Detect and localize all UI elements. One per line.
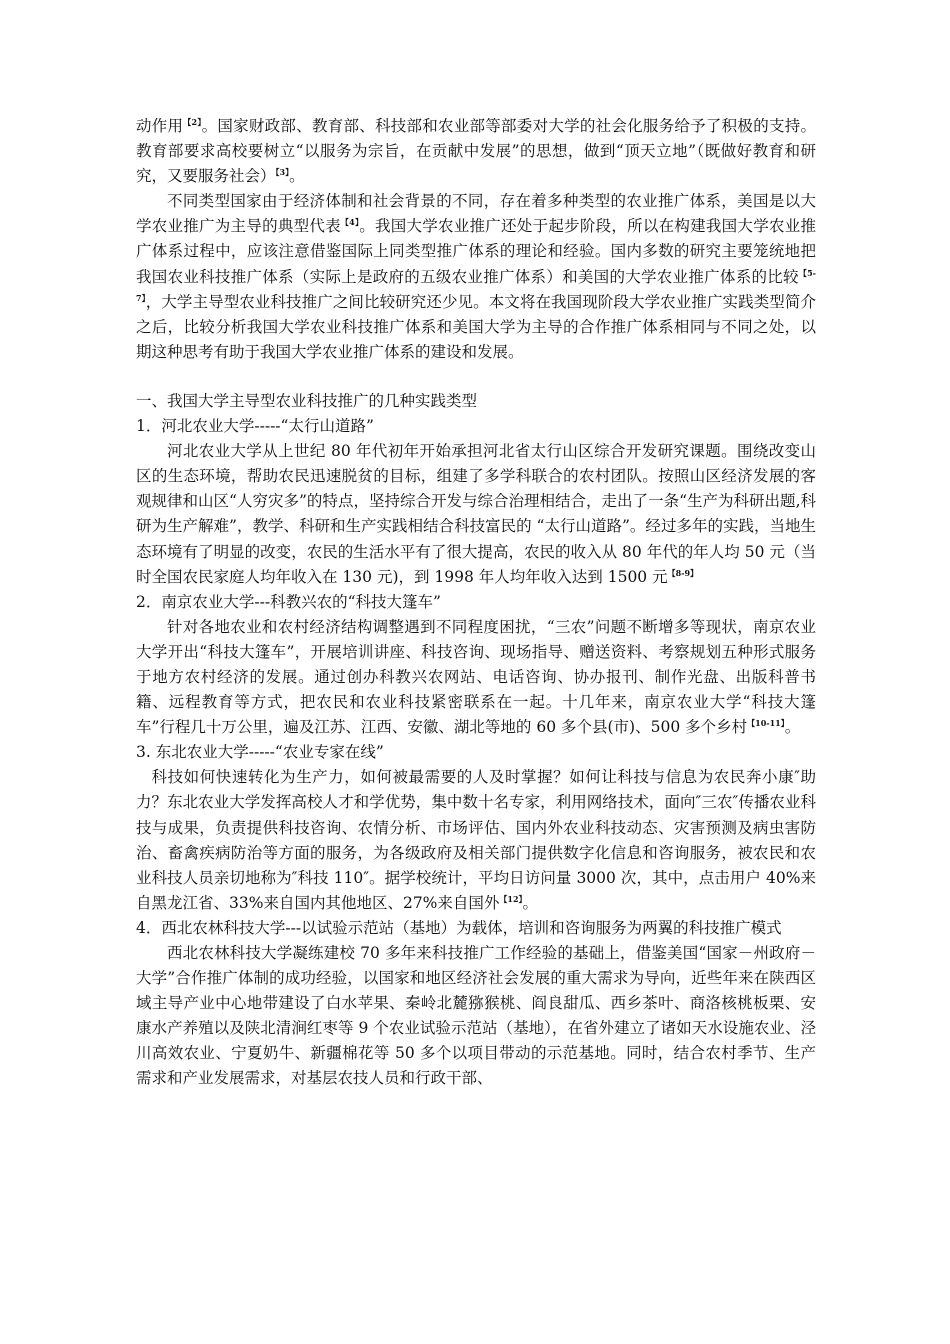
item3-text-end: 。 [522,893,539,912]
intro-text-b: 。国家财政部、教育部、科技部和农业部等部委对大学的社会化服务给予了积极的支持。教育部要求高校要树立“以服务为宗旨，在贡献中发展”的思想，做到“顶天立地”（既做好教育和研究，又要服务社会） [136,117,816,186]
citation-ref: 【12】 [499,893,523,904]
section-heading: 一、我国大学主导型农业科技推广的几种实践类型 [136,391,478,410]
item1-heading: 1．河北农业大学-----“太行山道路” [136,417,374,436]
document-page [136,114,816,1092]
citation-ref: 【8-9】 [667,567,699,578]
citation-ref: 【10-11】 [747,718,785,729]
item3-paragraph [136,765,816,916]
types-text-a: 不同类型国家由于经济体制和社会背景的不同，存在着多种类型的农业推广体系，美国是以大学农业推广为主导的典型代表 [136,192,816,236]
section-gap [136,365,816,389]
citation-ref: 【4】 [340,217,360,228]
item3-heading: 3. 东北农业大学-----“农业专家在线” [136,743,384,762]
item2-heading: 2．南京农业大学---科教兴农的“科技大篷车” [136,592,441,611]
item3-text: 科技如何快速转化为生产力，如何被最需要的人及时掌握？如何让科技与信息为农民奔小康″助力？东北农业大学发挥高校人才和学优势，集中数十名专家，利用网络技术，面向″三农″传播农业科技与成果，负责提供科技咨询、农情分析、市场评估、国内外农业科技动态、灾害预测及病虫害防治、畜禽疾病防治等方面的服务，为各级政府及相关部门提供数字化信息和咨询服务，被农民和农业科技人员亲切地称为″科技 110″。据学校统计，平均日访问量 3000 次，其中，点击用户 40%来自黑龙江省、33%来自国内其他地区、27%来自国外 [136,768,816,912]
types-paragraph [136,189,816,365]
citation-ref: 【3】 [275,167,290,178]
intro-paragraph [136,114,816,189]
item2-text: 针对各地农业和农村经济结构调整遇到不同程度困扰，“三农”问题不断增多等现状，南京农业大学开出“科技大篷车”，开展培训讲座、科技咨询、现场指导、赠送资料、考察规划五种形式服务于地方农村经济的发展。通过创办科教兴农网站、电话咨询、协办报刊、制作光盘、出版科普书籍、远程教育等方式，把农民和农业科技紧密联系在一起。十几年来，南京农业大学“科技大篷车”行程几十万公里，遍及江苏、江西、安徽、湖北等地的 60 多个县(市)、500 多个乡村 [136,617,816,737]
types-text-c: ，大学主导型农业科技推广之间比较研究还少见。本文将在我国现阶段大学农业推广实践类型简介之后，比较分析我国大学农业科技推广体系和美国大学为主导的合作推广体系相同与不同之处，以期这种思考有助于我国大学农业推广体系的建设和发展。 [136,292,816,361]
item1-paragraph [136,439,816,590]
item4-paragraph: 西北农林科技大学凝练建校 70 多年来科技推广工作经验的基础上，借鉴美国“国家－州政府－大学”合作推广体制的成功经验，以国家和地区经济社会发展的重大需求为导向，近些年来在陕西区域主导产业中心地带建设了白水苹果、秦岭北麓猕猴桃、阎良甜瓜、西乡茶叶、商洛核桃板栗、安康水产养殖以及陕北清涧红枣等 9 个农业试验示范站（基地），在省外建立了诸如天水设施农业、泾川高效农业、宁夏奶牛、新疆棉花等 50 多个以项目带动的示范基地。同时，结合农村季节、生产需求和产业发展需求，对基层农技人员和行政干部、 [136,944,816,1088]
item2-paragraph [136,615,816,740]
intro-text-a: 动作用 [136,117,184,135]
item2-text-end: 。 [784,718,801,737]
citation-ref: 【2】 [183,117,202,127]
intro-text-c: 。 [289,167,305,186]
item1-text: 河北农业大学从上世纪 80 年代初年开始承担河北省太行山区综合开发研究课题。围绕改变山区的生态环境，帮助农民迅速脱贫的目标，组建了多学科联合的农村团队。按照山区经济发展的客观规律和山区“人穷灾多”的特点，坚持综合开发与综合治理相结合，走出了一条“生产为科研出题,科研为生产解难”，教学、科研和生产实践相结合科技富民的 “太行山道路”。经过多年的实践，当地生态环境有了明显的改变，农民的生活水平有了很大提高，农民的收入从 80 年代的年人均 50 元（当时全国农民家庭人均年收入在 130 元)，到 1998 年人均年收入达到 1500 元 [136,442,816,586]
citation-ref: 【5-7】 [136,267,816,303]
item4-heading: 4．西北农林科技大学---以试验示范站（基地）为载体，培训和咨询服务为两翼的科技推广模式 [136,918,782,937]
types-text-b: 。我国大学农业推广还处于起步阶段，所以在构建我国大学农业推广体系过程中，应该注意借鉴国际上同类型推广体系的理论和经验。国内多数的研究主要笼统地把我国农业科技推广体系（实际上是政府的五级农业推广体系）和美国的大学农业推广体系的比较 [136,217,816,286]
